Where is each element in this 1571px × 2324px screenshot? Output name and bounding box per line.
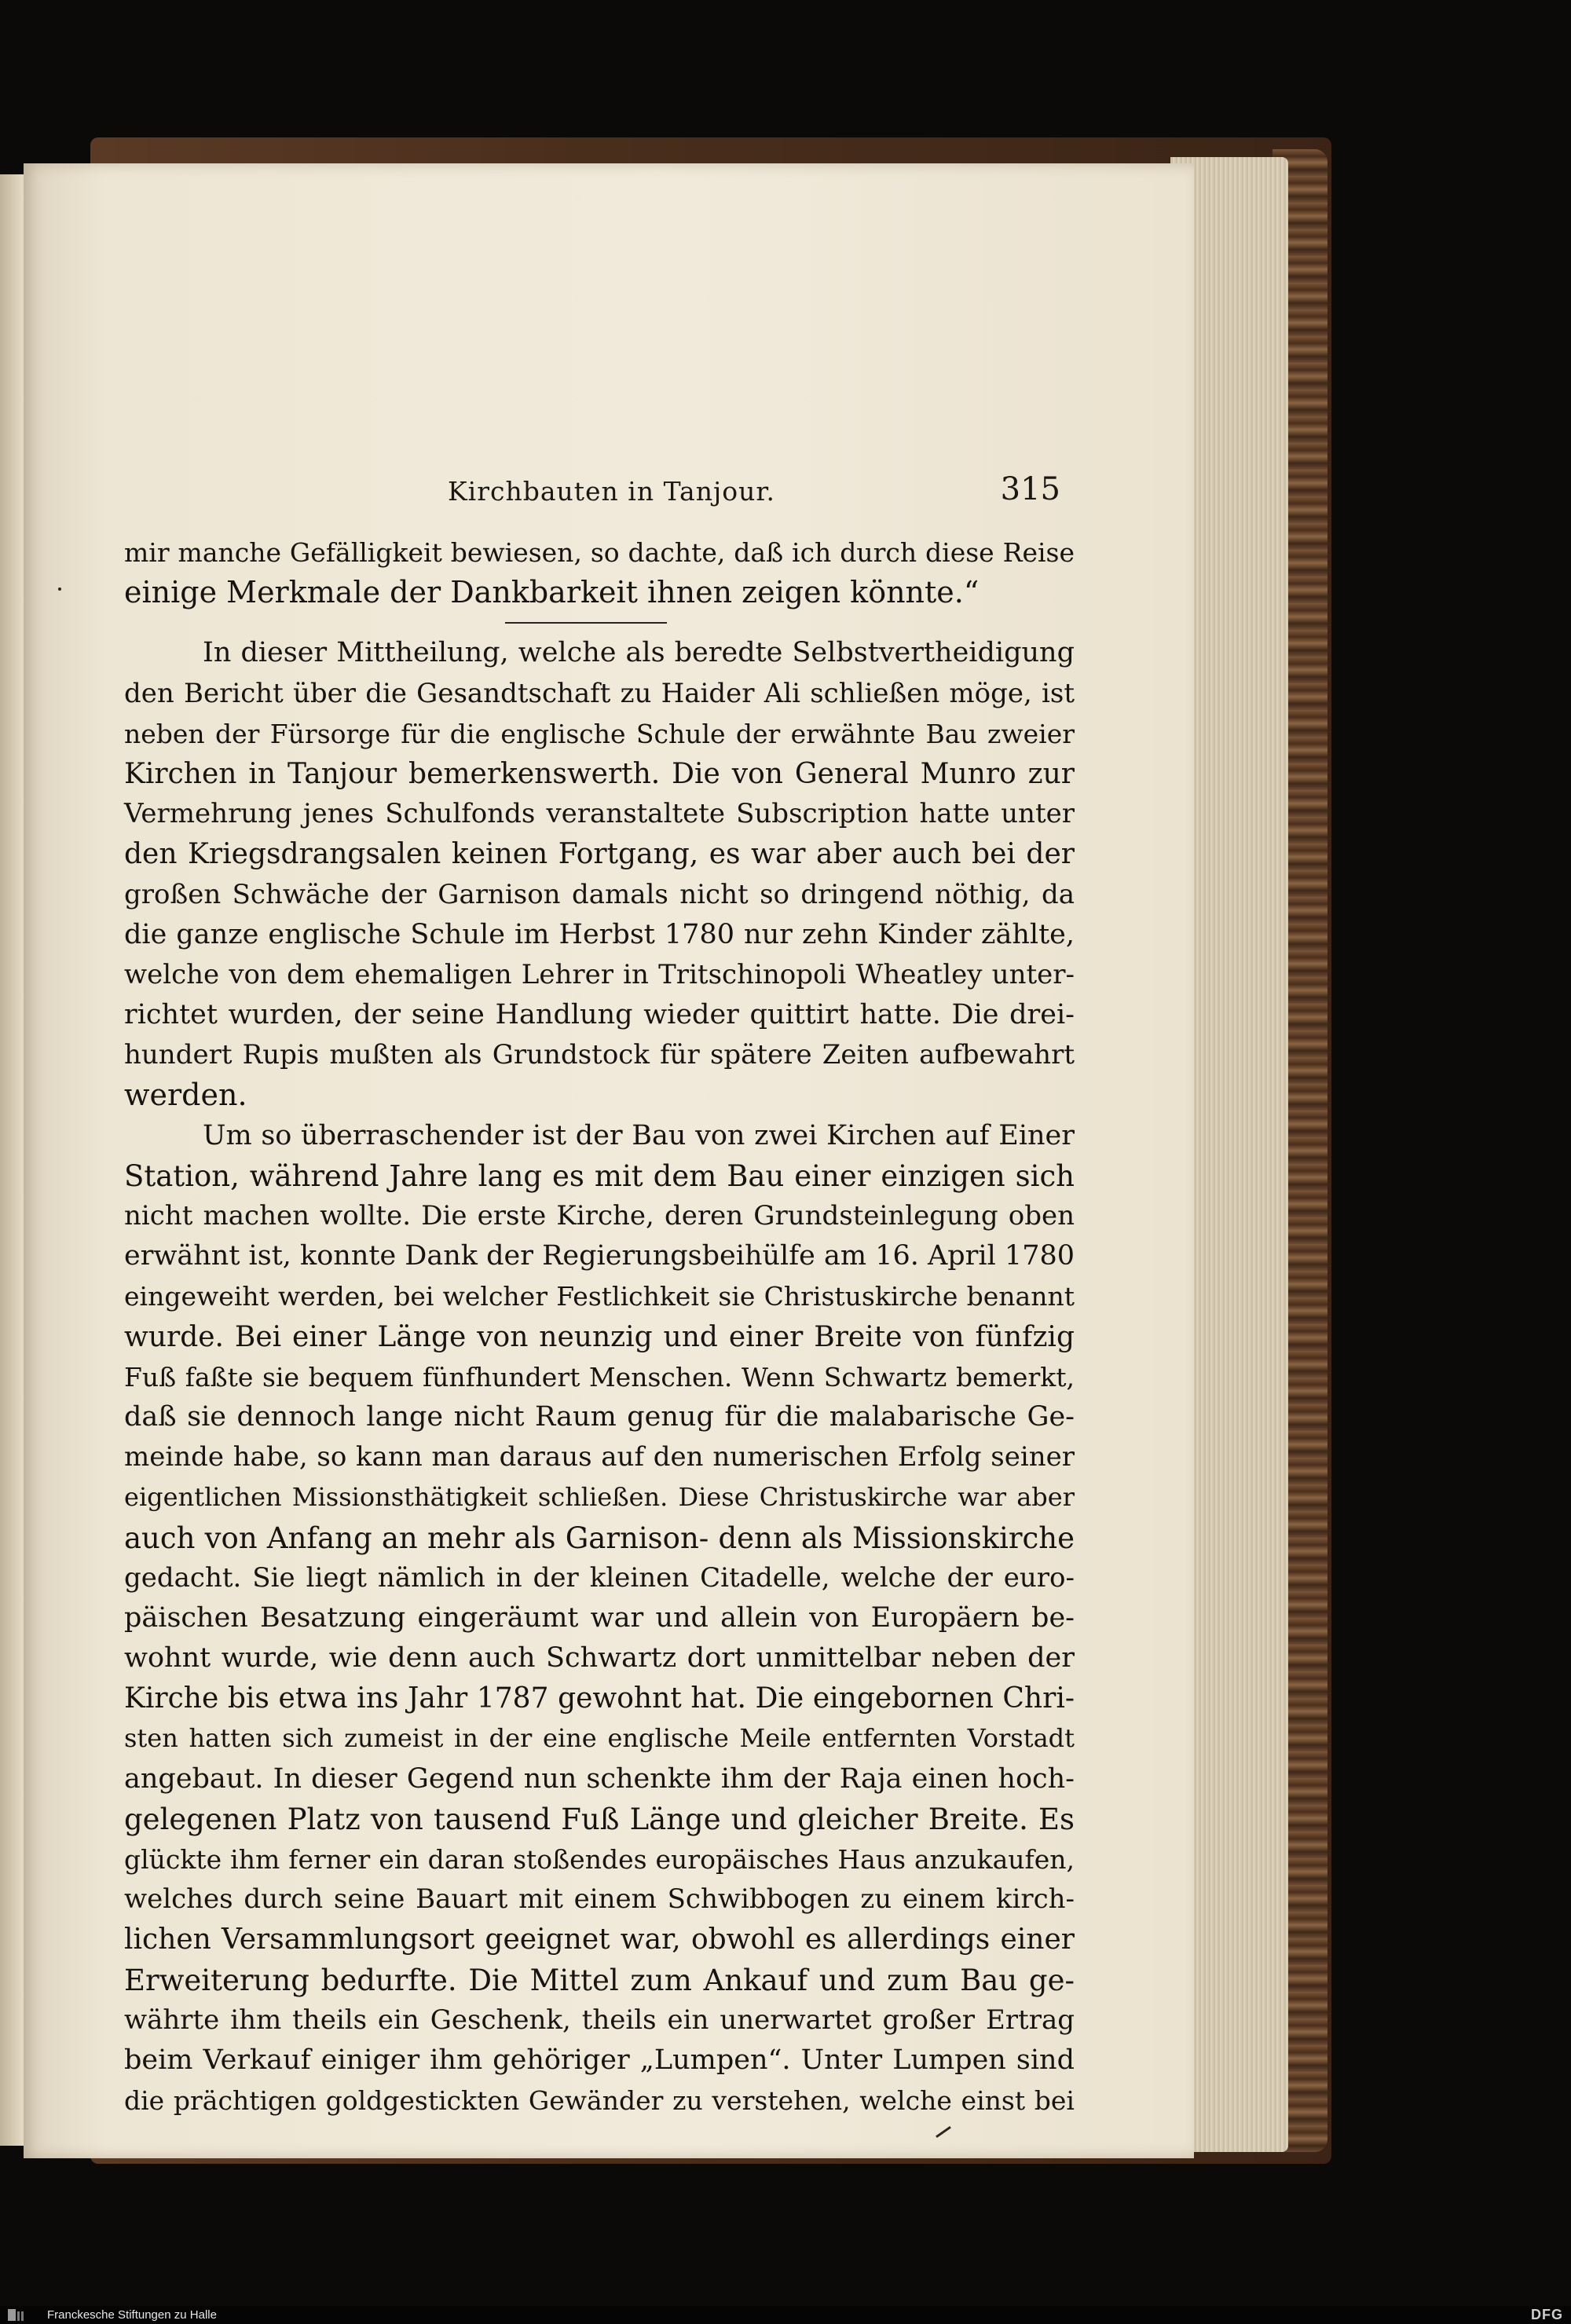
pencil-mark — [936, 2126, 951, 2138]
text-line: währte ihm theils ein Geschenk, theils ein unerwartet großer Ertrag — [124, 2004, 1075, 2036]
viewer-footer — [0, 2306, 1571, 2324]
text-line: wurde. Bei einer Länge von neunzig und einer Breite von fünfzig — [124, 1320, 1075, 1353]
text-line: Vermehrung jenes Schulfonds veranstaltete Subscription hatte unter — [124, 798, 1075, 830]
text-line: sten hatten sich zumeist in der eine englische Meile entfernten Vorstadt — [124, 1723, 1075, 1754]
page-number: 315 — [1000, 471, 1060, 507]
text-line: den Kriegsdrangsalen keinen Fortgang, es war aber auch bei der — [124, 838, 1075, 871]
text-line: welches durch seine Bauart mit einem Schwibbogen zu einem kirch- — [124, 1883, 1075, 1916]
institution-logo-icon — [6, 2308, 35, 2322]
text-line: Kirchen in Tanjour bemerkenswerth. Die von General Munro zur — [124, 757, 1075, 790]
book-page — [24, 163, 1194, 2158]
text-line: neben der Fürsorge für die englische Schule der erwähnte Bau zweier — [124, 718, 1075, 749]
text-line: angebaut. In dieser Gegend nun schenkte ihm der Raja einen hoch- — [124, 1762, 1075, 1795]
text-line: daß sie dennoch lange nicht Raum genug für die malabarische Ge- — [124, 1400, 1075, 1433]
pencil-mark — [58, 587, 61, 591]
text-line: glückte ihm ferner ein daran stoßendes europäisches Haus anzukaufen, — [124, 1844, 1075, 1875]
text-line: päischen Besatzung eingeräumt war und allein von Europäern be- — [124, 1601, 1075, 1634]
text-line: eingeweiht werden, bei welcher Festlichkeit sie Christuskirche benannt — [124, 1281, 1075, 1312]
page-header — [448, 471, 1060, 515]
dfg-logo: DFG — [1531, 2307, 1563, 2322]
text-line: großen Schwäche der Garnison damals nicht so dringend nöthig, da — [124, 878, 1075, 910]
text-line: auch von Anfang an mehr als Garnison- denn als Missionskirche — [124, 1521, 1075, 1555]
institution-name: Franckesche Stiftungen zu Halle — [47, 2308, 217, 2322]
text-line: beim Verkauf einiger ihm gehöriger „Lumpen“. Unter Lumpen sind — [124, 2044, 1075, 2076]
text-line: In dieser Mittheilung, welche als beredte Selbstvertheidigung — [203, 637, 1075, 669]
text-line: erwähnt ist, konnte Dank der Regierungsbeihülfe am 16. April 1780 — [124, 1240, 1075, 1272]
text-line: die ganze englische Schule im Herbst 1780 nur zehn Kinder zählte, — [124, 918, 1075, 950]
running-title: Kirchbauten in Tanjour. — [448, 476, 775, 507]
text-line: gedacht. Sie liegt nämlich in der kleinen Citadelle, welche der euro- — [124, 1561, 1075, 1594]
facing-page-edge — [0, 174, 24, 2146]
text-line: nicht machen wollte. Die erste Kirche, deren Grundsteinlegung oben — [124, 1200, 1075, 1232]
text-line: Fuß faßte sie bequem fünfhundert Menschen. Wenn Schwartz bemerkt, — [124, 1361, 1075, 1393]
text-line: werden. — [124, 1078, 247, 1113]
section-rule — [505, 622, 667, 624]
body-text — [124, 533, 1075, 2121]
text-line: den Bericht über die Gesandtschaft zu Haider Ali schließen möge, ist — [124, 677, 1075, 709]
text-line: die prächtigen goldgestickten Gewänder zu verstehen, welche einst bei — [124, 2085, 1075, 2117]
text-line: eigentlichen Missionsthätigkeit schließen. Diese Christuskirche war aber — [124, 1482, 1075, 1513]
text-line: Erweiterung bedurfte. Die Mittel zum Ankauf und zum Bau ge- — [124, 1963, 1075, 1997]
text-line: lichen Versammlungsort geeignet war, obwohl es allerdings einer — [124, 1923, 1075, 1956]
text-line: richtet wurden, der seine Handlung wieder quittirt hatte. Die drei- — [124, 999, 1075, 1031]
text-line: mir manche Gefälligkeit bewiesen, so dachte, daß ich durch diese Reise — [124, 537, 1075, 568]
text-line: einige Merkmale der Dankbarkeit ihnen zeigen könnte.“ — [124, 575, 980, 610]
text-line: welche von dem ehemaligen Lehrer in Tritschinopoli Wheatley unter- — [124, 958, 1075, 990]
text-line: wohnt wurde, wie denn auch Schwartz dort unmittelbar neben der — [124, 1642, 1075, 1674]
text-line: Kirche bis etwa ins Jahr 1787 gewohnt hat. Die eingebornen Chri- — [124, 1682, 1075, 1715]
text-line: gelegenen Platz von tausend Fuß Länge und gleicher Breite. Es — [124, 1802, 1075, 1836]
text-line: Um so überraschender ist der Bau von zwei Kirchen auf Einer — [203, 1119, 1075, 1151]
text-line: hundert Rupis mußten als Grundstock für spätere Zeiten aufbewahrt — [124, 1039, 1075, 1071]
text-line: Station, während Jahre lang es mit dem Bau einer einzigen sich — [124, 1158, 1075, 1193]
text-line: meinde habe, so kann man daraus auf den numerischen Erfolg seiner — [124, 1441, 1075, 1473]
